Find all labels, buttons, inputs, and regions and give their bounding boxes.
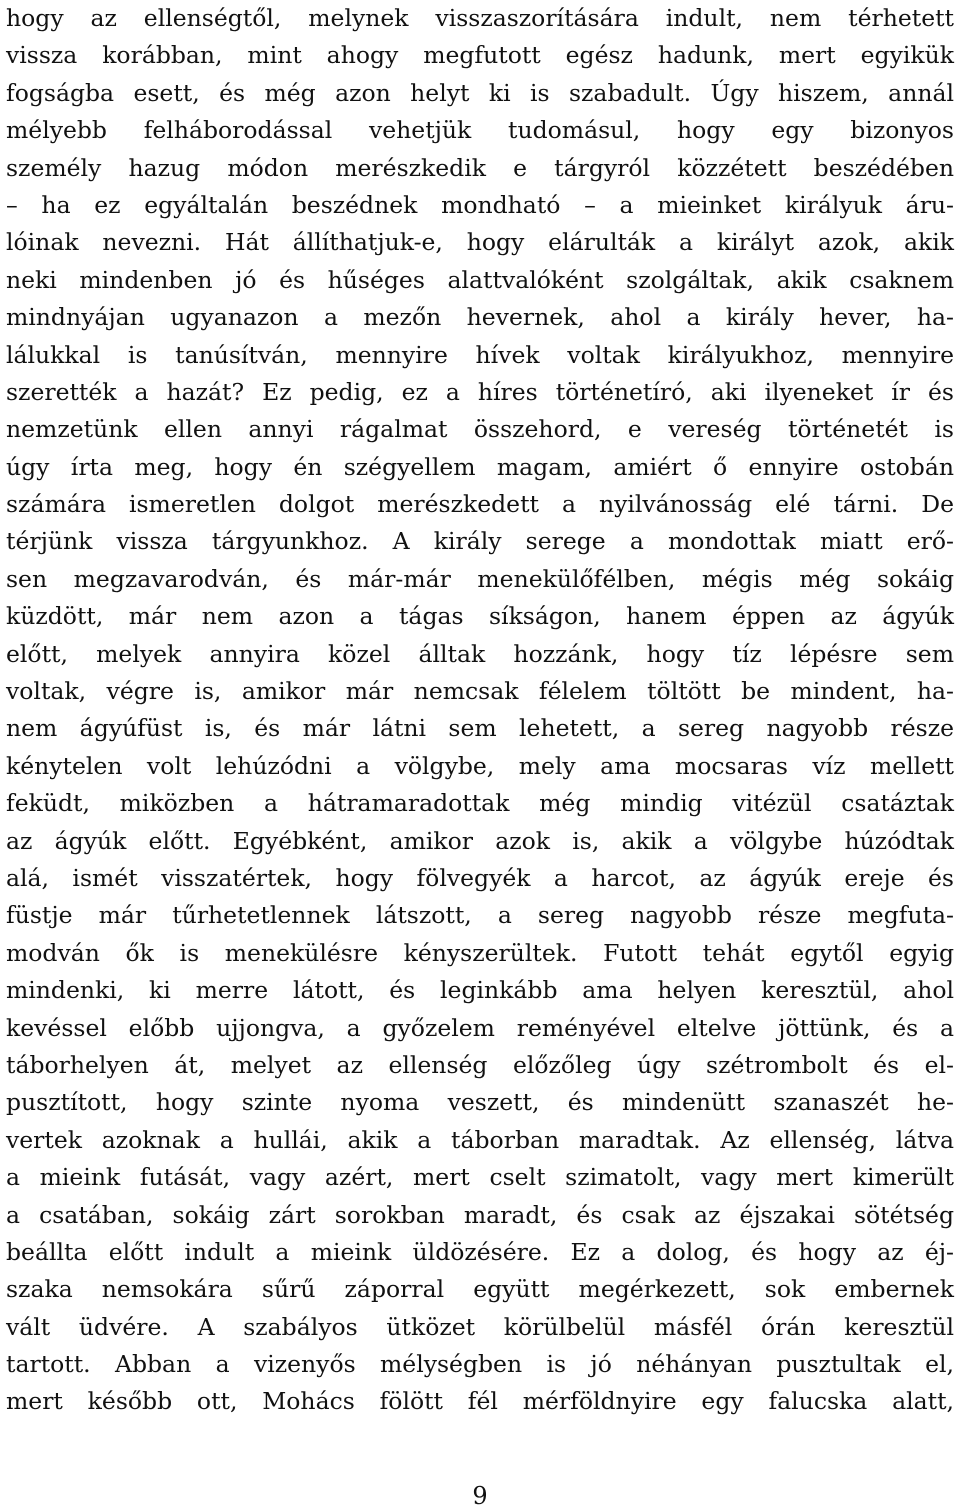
text-line: vissza korábban, mint ahogy megfutott egész hadunk, mert egyikük (6, 41, 954, 70)
text-line: nem ágyúfüst is, és már látni sem lehetett, a sereg nagyobb része (6, 714, 954, 743)
text-line: a csatában, sokáig zárt sorokban maradt, és csak az éjszakai sötétség (6, 1200, 954, 1229)
text-line: lálukkal is tanúsítván, mennyire hívek voltak királyukhoz, mennyire (6, 340, 954, 369)
text-line: nemzetünk ellen annyi rágalmat összehord, e vereség történetét is (6, 415, 954, 444)
text-line: beállta előtt indult a mieink üldözésére. Ez a dolog, és hogy az éj- (6, 1237, 954, 1266)
text-line: mert később ott, Mohács fölött fél mérföldnyire egy falucska alatt, (6, 1387, 954, 1416)
text-line: tartott. Abban a vizenyős mélységben is jó néhányan pusztultak el, (6, 1350, 954, 1379)
text-line: voltak, végre is, amikor már nemcsak félelem töltött be mindent, ha- (6, 677, 954, 706)
text-line: kénytelen volt lehúzódni a völgybe, mely ama mocsaras víz mellett (6, 751, 954, 780)
text-line: alá, ismét visszatértek, hogy fölvegyék a harcot, az ágyúk ereje és (6, 863, 954, 892)
text-line: előtt, melyek annyira közel álltak hozzánk, hogy tíz lépésre sem (6, 639, 954, 668)
text-line: feküdt, miközben a hátramaradottak még mindig vitézül csatáztak (6, 789, 954, 818)
text-line: mélyebb felháborodással vehetjük tudomásul, hogy egy bizonyos (6, 116, 954, 145)
text-line: úgy írta meg, hogy én szégyellem magam, amiért ő ennyire ostobán (6, 452, 954, 481)
text-line: vertek azoknak a hullái, akik a táborban maradtak. Az ellenség, látva (6, 1125, 954, 1154)
text-line: szaka nemsokára sűrű záporral együtt megérkezett, sok embernek (6, 1275, 954, 1304)
text-line: mindenki, ki merre látott, és leginkább ama helyen keresztül, ahol (6, 976, 954, 1005)
text-line: az ágyúk előtt. Egyébként, amikor azok is, akik a völgybe húzódtak (6, 826, 954, 855)
text-line: vált üdvére. A szabályos ütközet körülbelül másfél órán keresztül (6, 1312, 954, 1341)
text-line: személy hazug módon merészkedik e tárgyról közzétett beszédében (6, 153, 954, 182)
text-line: modván ők is menekülésre kényszerültek. Futott tehát egytől egyig (6, 938, 954, 967)
text-line: számára ismeretlen dolgot merészkedett a nyilvánosság elé tárni. De (6, 490, 954, 519)
text-line: hogy az ellenségtől, melynek visszaszorítására indult, nem térhetett (6, 4, 954, 32)
page-number: 9 (472, 1482, 488, 1510)
text-line: neki mindenben jó és hűséges alattvalóként szolgáltak, akik csaknem (6, 265, 954, 294)
text-line: a mieink futását, vagy azért, mert cselt szimatolt, vagy mert kimerült (6, 1163, 954, 1192)
text-line: küzdött, már nem azon a tágas síkságon, hanem éppen az ágyúk (6, 602, 954, 631)
text-line: szerették a hazát? Ez pedig, ez a híres történetíró, aki ilyeneket ír és (6, 377, 954, 406)
text-line: mindnyájan ugyanazon a mezőn hevernek, ahol a király hever, ha- (6, 303, 954, 332)
text-line: térjünk vissza tárgyunkhoz. A király serege a mondottak miatt erő- (6, 527, 954, 556)
text-line: fogságba esett, és még azon helyt ki is szabadult. Úgy hiszem, annál (6, 78, 954, 107)
text-line: pusztított, hogy szinte nyoma veszett, és mindenütt szanaszét he- (6, 1088, 954, 1117)
text-line: kevéssel előbb ujjongva, a győzelem reményével eltelve jöttünk, és a (6, 1013, 954, 1042)
text-line: táborhelyen át, melyet az ellenség előzőleg úgy szétrombolt és el- (6, 1050, 954, 1079)
body-text (6, 0, 954, 1421)
text-line: füstje már tűrhetetlennek látszott, a sereg nagyobb része megfuta- (6, 901, 954, 930)
text-line: lóinak nevezni. Hát állíthatjuk-e, hogy elárulták a királyt azok, akik (6, 228, 954, 257)
text-line: – ha ez egyáltalán beszédnek mondható – a mieinket királyuk áru- (6, 190, 954, 219)
text-line: sen megzavarodván, és már-már menekülőfélben, mégis még sokáig (6, 564, 954, 593)
